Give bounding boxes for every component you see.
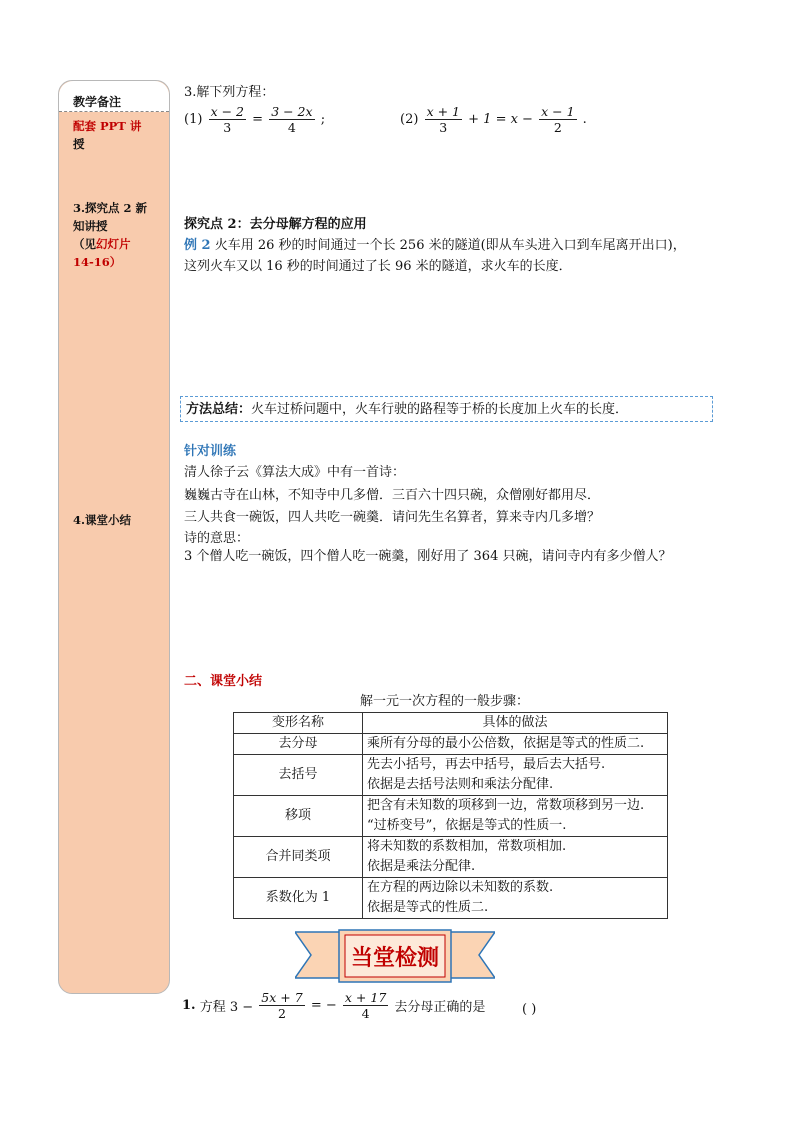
step-detail-line: 先去小括号，再去中括号，最后去大括号. (367, 757, 606, 772)
table-header-row (234, 713, 668, 734)
exercise3-equation-2 (400, 104, 587, 135)
table-row (234, 734, 668, 755)
step-detail (363, 837, 668, 878)
eq1-label: (1) (184, 112, 203, 127)
quiz-right-denominator: 4 (361, 1006, 370, 1021)
eq1-end: ; (320, 112, 326, 127)
eq2-left-denominator: 3 (439, 120, 448, 135)
quiz-middle: = − (310, 998, 337, 1013)
training-line: 3 个僧人吃一碗饭，四个僧人吃一碗羹，刚好用了 364 只碗，请问寺内有多少僧人？ (184, 549, 672, 564)
eq1-left-denominator: 3 (223, 120, 232, 135)
method-summary-box (180, 396, 713, 422)
training-line: 巍巍古寺在山林，不知寺中几多僧．三百六十四只碗，众僧刚好都用尽． (184, 488, 601, 503)
step-detail-line: 在方程的两边除以未知数的系数. (367, 880, 554, 895)
sidebar-explore-line4: 14-16） (73, 255, 122, 269)
example2-text-1: 火车用 26 秒的时间通过一个长 256 米的隧道(即从车头进入口到车尾离开出口)， (210, 238, 686, 253)
eq2-left-fraction (425, 104, 462, 135)
sidebar-ppt-black: 授 (73, 137, 85, 151)
summary-heading: 二、课堂小结 (184, 674, 263, 689)
sidebar-explore-line1: 3.探究点 2 新 (73, 201, 148, 215)
sidebar-ppt-note (73, 117, 159, 153)
table-row (234, 837, 668, 878)
sidebar-summary-note: 4.课堂小结 (73, 513, 132, 527)
eq2-left-numerator: x + 1 (426, 104, 460, 119)
step-name: 去括号 (234, 755, 363, 796)
step-detail-line: 依据是等式的性质二. (367, 900, 489, 915)
quiz-right-fraction (343, 990, 388, 1021)
exercise3-equation-1 (184, 104, 325, 135)
step-name: 去分母 (234, 734, 363, 755)
eq2-right-numerator: x − 1 (541, 104, 575, 119)
step-detail (363, 878, 668, 919)
eq1-left-numerator: x − 2 (210, 104, 244, 119)
sidebar-explore-note (73, 199, 159, 271)
training-line: 清人徐子云《算法大成》中有一首诗： (184, 465, 406, 480)
training-line: 三人共食一碗饭，四人共吃一碗羹．请问先生名算者，算来寺内几多增？ (184, 510, 601, 525)
quiz-answer-bracket: ( ) (522, 1002, 537, 1017)
step-detail-line: 依据是乘法分配律. (367, 859, 476, 874)
eq2-right-fraction (539, 104, 576, 135)
step-detail-line: 乘所有分母的最小公倍数，依据是等式的性质二. (367, 736, 645, 751)
sidebar-title: 教学备注 (73, 95, 122, 109)
step-name: 合并同类项 (234, 837, 363, 878)
eq2-right-denominator: 2 (553, 120, 562, 135)
eq1-left-fraction (209, 104, 246, 135)
step-detail (363, 796, 668, 837)
training-heading: 针对训练 (184, 444, 237, 459)
table-header-name: 变形名称 (234, 713, 363, 734)
eq2-end: . (582, 112, 587, 127)
table-header-method: 具体的做法 (363, 713, 668, 734)
table-row (234, 878, 668, 919)
quiz-number: 1. (182, 998, 196, 1013)
quiz-left-numerator: 5x + 7 (261, 990, 303, 1005)
step-detail-line: 将未知数的系数相加，常数项相加. (367, 839, 567, 854)
step-detail-line: 把含有未知数的项移到一边，常数项移到另一边. (367, 798, 645, 813)
method-summary-text: 火车过桥问题中，火车行驶的路程等于桥的长度加上火车的长度． (251, 402, 629, 417)
quiz-left-denominator: 2 (278, 1006, 286, 1021)
example2-line1 (184, 235, 686, 257)
in-class-test-banner (295, 928, 495, 988)
sidebar-explore-line3a: （见 (73, 237, 96, 251)
quiz-suffix: 去分母正确的是 (394, 1000, 486, 1015)
teaching-notes-sidebar (58, 80, 170, 994)
method-summary-label: 方法总结： (186, 402, 252, 417)
quiz-question-1 (182, 990, 485, 1021)
explore2-heading: 探究点 2：去分母解方程的应用 (184, 217, 367, 232)
table-caption: 解一元一次方程的一般步骤： (360, 694, 530, 709)
eq1-equals: = (252, 112, 264, 127)
table-row (234, 755, 668, 796)
step-detail (363, 755, 668, 796)
eq2-middle: + 1 = x − (468, 112, 533, 127)
step-detail (363, 734, 668, 755)
eq2-label: (2) (400, 112, 419, 127)
exercise3-heading: 3.解下列方程： (184, 85, 275, 100)
step-detail-line: 依据是去括号法则和乘法分配律. (367, 777, 554, 792)
example2-line2: 这列火车又以 16 秒的时间通过了长 96 米的隧道，求火车的长度． (184, 259, 572, 274)
quiz-left-fraction (259, 990, 304, 1021)
eq1-right-numerator: 3 − 2x (271, 104, 313, 119)
training-line: 诗的意思： (184, 531, 250, 546)
step-detail-line: “过桥变号”，依据是等式的性质一. (367, 818, 567, 833)
example2-label: 例 2 (184, 238, 211, 253)
eq1-right-fraction (269, 104, 314, 135)
sidebar-explore-line3b: 幻灯片 (96, 237, 131, 251)
step-name: 移项 (234, 796, 363, 837)
sidebar-explore-line2: 知讲授 (73, 219, 108, 233)
banner-title: 当堂检测 (350, 946, 440, 971)
quiz-prefix: 方程 3 − (199, 1000, 254, 1015)
sidebar-ppt-red: 配套 PPT 讲 (73, 119, 142, 133)
table-row (234, 796, 668, 837)
eq1-right-denominator: 4 (287, 120, 296, 135)
quiz-right-numerator: x + 17 (344, 990, 387, 1005)
step-name: 系数化为 1 (234, 878, 363, 919)
steps-table (233, 712, 668, 919)
